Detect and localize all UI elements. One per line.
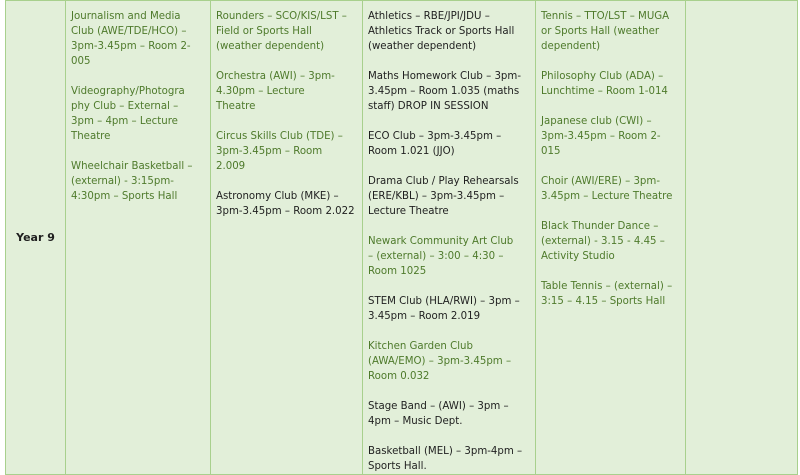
club-entry: ECO Club – 3pm-3.45pm – Room 1.021 (JJO): [368, 131, 502, 157]
club-entry: Athletics – RBE/JPI/JDU – Athletics Track or Sports Hall (weather dependent): [368, 11, 515, 52]
table-row-year-9: [6, 1, 798, 475]
club-entry: Philosophy Club (ADA) – Lunchtime – Room 1-014: [541, 71, 668, 97]
club-entry: Wheelchair Basketball – (external) - 3:15pm- 4:30pm – Sports Hall: [71, 161, 193, 202]
club-entry: Choir (AWI/ERE) – 3pm- 3.45pm – Lecture Theatre: [541, 176, 673, 202]
year-label: Year 9: [16, 231, 55, 244]
day-column-2: [211, 1, 363, 475]
club-entry: Videography/Photogra phy Club – External – 3pm – 4pm – Lecture Theatre: [71, 86, 185, 142]
club-entry: Astronomy Club (MKE) – 3pm-3.45pm – Room 2.022: [216, 191, 355, 217]
club-entry: Tennis – TTO/LST – MUGA or Sports Hall (weather dependent): [541, 11, 670, 52]
day-column-3: [363, 1, 536, 475]
day-column-1: [66, 1, 211, 475]
club-entry: Journalism and Media Club (AWE/TDE/HCO) – 3pm-3.45pm – Room 2- 005: [71, 11, 191, 67]
year-label-cell: [6, 1, 66, 475]
club-entry: Rounders – SCO/KIS/LST – Field or Sports Hall (weather dependent): [216, 11, 347, 52]
club-entry: Japanese club (CWI) – 3pm-3.45pm – Room 2- 015: [541, 116, 661, 157]
day-column-5-empty: [686, 1, 798, 475]
club-entry: Orchestra (AWI) – 3pm- 4.30pm – Lecture Theatre: [216, 71, 335, 112]
day-column-4: [536, 1, 686, 475]
club-entry: Stage Band – (AWI) – 3pm – 4pm – Music Dept.: [368, 401, 509, 427]
club-entry: Maths Homework Club – 3pm- 3.45pm – Room 1.035 (maths staff) DROP IN SESSION: [368, 71, 521, 112]
club-entry: Table Tennis – (external) – 3:15 – 4.15 – Sports Hall: [541, 281, 673, 307]
club-entry: Basketball (MEL) – 3pm-4pm – Sports Hall.: [368, 446, 523, 472]
clubs-timetable: [5, 0, 798, 475]
club-entry: STEM Club (HLA/RWI) – 3pm – 3.45pm – Room 2.019: [368, 296, 520, 322]
club-entry: Newark Community Art Club – (external) – 3:00 – 4:30 – Room 1025: [368, 236, 514, 277]
club-entry: Drama Club / Play Rehearsals (ERE/KBL) – 3pm-3.45pm – Lecture Theatre: [368, 176, 519, 217]
club-entry: Black Thunder Dance – (external) - 3.15 - 4.45 – Activity Studio: [541, 221, 665, 262]
club-entry: Circus Skills Club (TDE) – 3pm-3.45pm – Room 2.009: [216, 131, 343, 172]
club-entry: Kitchen Garden Club (AWA/EMO) – 3pm-3.45pm – Room 0.032: [368, 341, 512, 382]
